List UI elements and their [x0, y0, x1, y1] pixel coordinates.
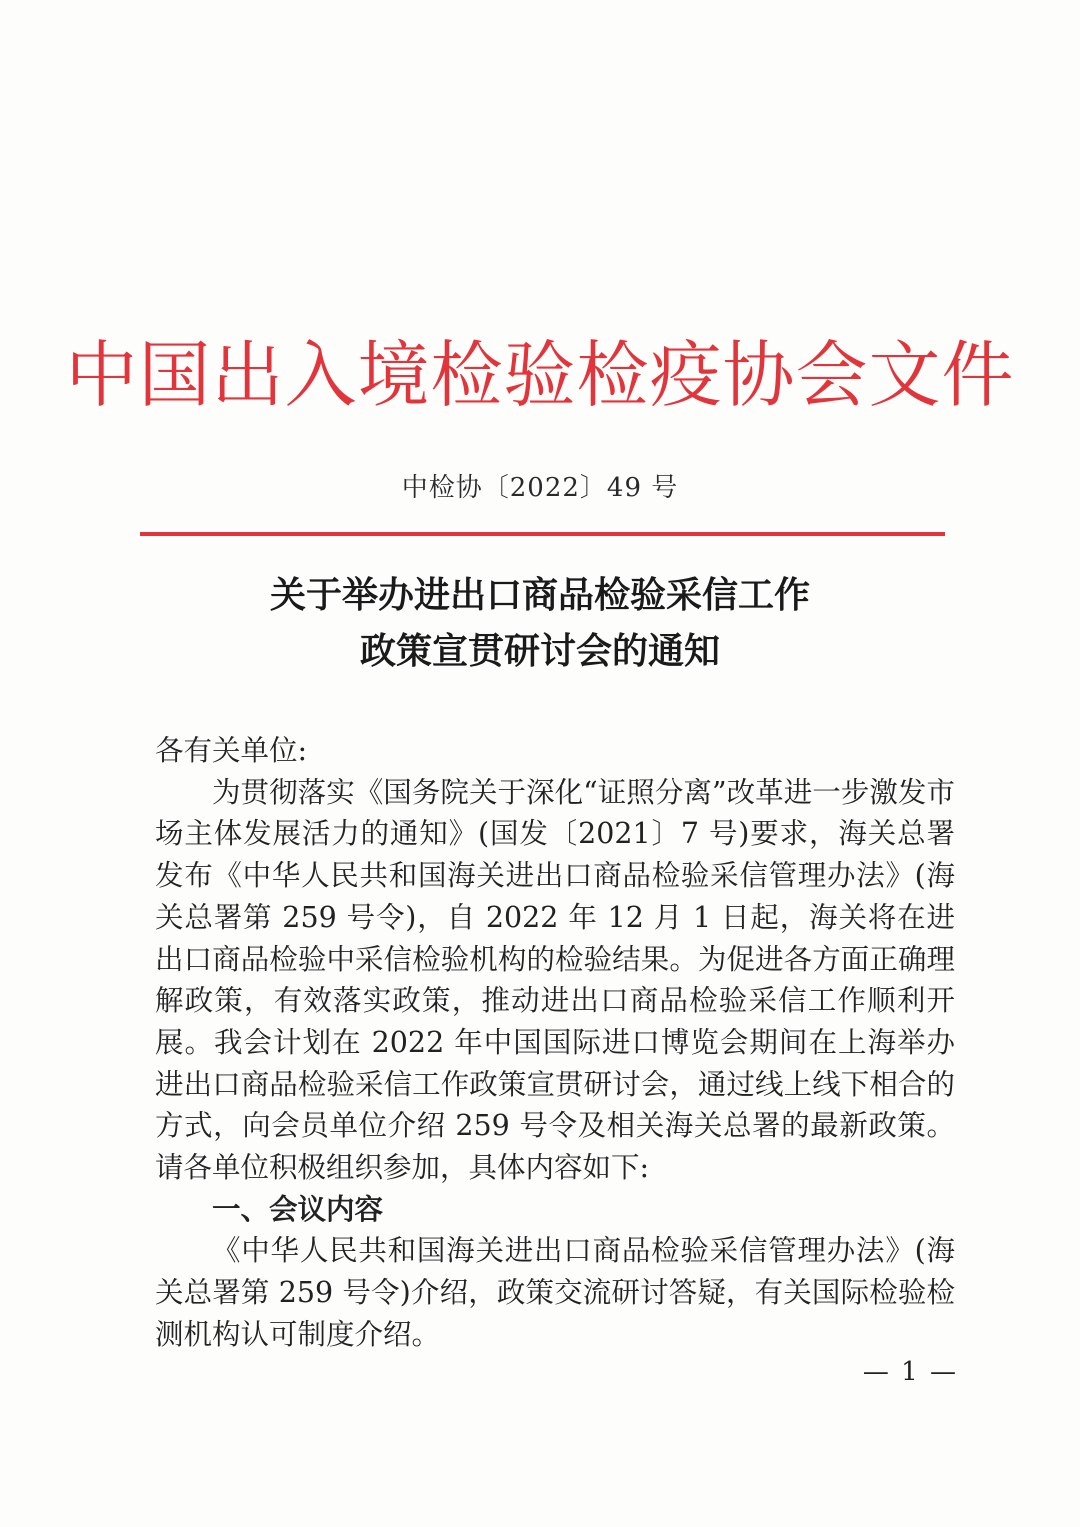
- masthead-title: 中国出入境检验检疫协会文件: [65, 333, 1015, 417]
- notice-title-line-1: 关于举办进出口商品检验采信工作: [269, 575, 810, 616]
- intro-paragraph: 为贯彻落实《国务院关于深化“证照分离”改革进一步激发市场主体发展活力的通知》(国发〔2021〕7 号)要求，海关总署发布《中华人民共和国海关进出口商品检验采信管理办法》(海关总署第 259 号令)，自 2022 年 12 月 1 日起，海关将在进出口商品检验中采信检验机构的检验结果。为促进各方面正确理解政策，有效落实政策，推动进出口商品检验采信工作顺利开展。我会计划在 2022 年中国国际进口博览会期间在上海举办进出口商品检验采信工作政策宣贯研讨会，通过线上线下相合的方式，向会员单位介绍 259 号令及相关海关总署的最新政策。请各单位积极组织参加，具体内容如下:: [155, 775, 955, 1185]
- salutation: 各有关单位:: [155, 734, 308, 767]
- notice-title: [0, 568, 1080, 680]
- notice-title-line-2: 政策宣贯研讨会的通知: [359, 631, 720, 672]
- document-number: 中检协〔2022〕49 号: [401, 473, 679, 503]
- notice-body: [155, 730, 955, 1356]
- section-1-paragraph: 《中华人民共和国海关进出口商品检验采信管理办法》(海关总署第 259 号令)介绍，政策交流研讨答疑，有关国际检验检测机构认可制度介绍。: [155, 1234, 955, 1351]
- red-divider-rule: [140, 532, 945, 536]
- section-1-heading: 一、会议内容: [212, 1192, 384, 1226]
- page-number: — 1 —: [862, 1357, 958, 1387]
